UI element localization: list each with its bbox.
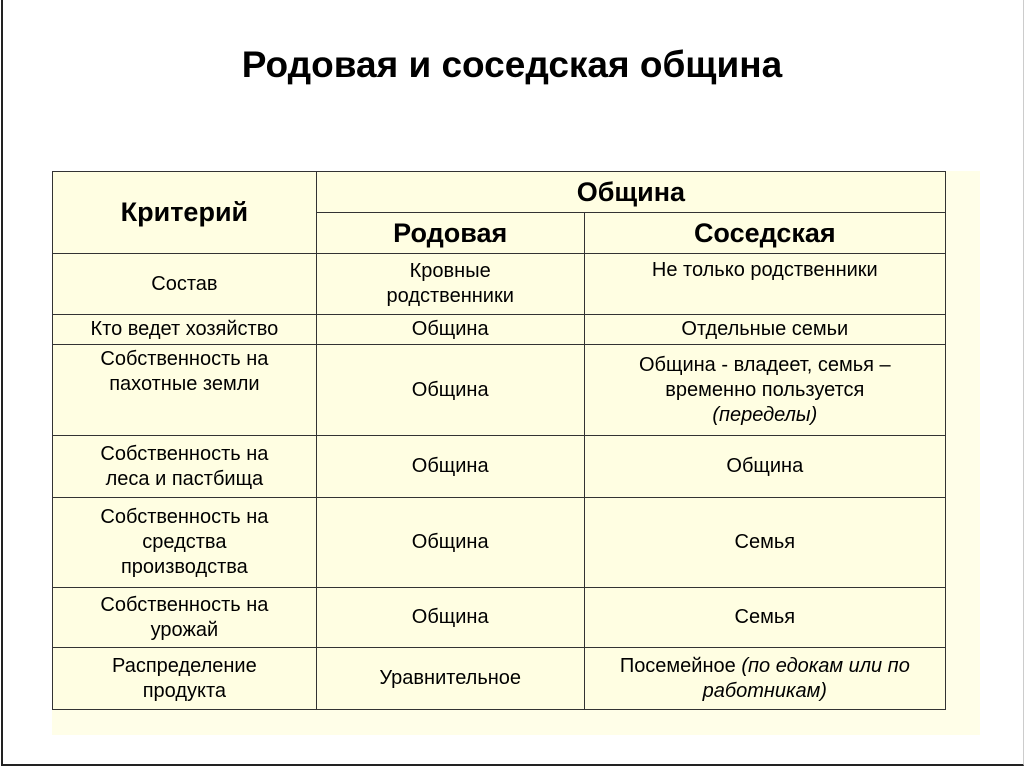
cell-neighbor-note: (по едокам или по работникам) xyxy=(702,654,910,702)
cell-neighbor: Не только родственники xyxy=(584,254,945,315)
cell-neighbor xyxy=(584,345,945,436)
cell-neighbor-text: Посемейное xyxy=(619,654,736,677)
table-row xyxy=(53,648,946,710)
table-row xyxy=(53,498,946,588)
cell-neighbor: Община xyxy=(584,436,945,498)
cell-clan: Община xyxy=(316,588,584,648)
cell-clan: Община xyxy=(316,315,584,345)
cell-neighbor: Отдельные семьи xyxy=(584,315,945,345)
cell-criterion: Собственность на урожай xyxy=(53,588,317,648)
cell-neighbor-text: Община - владеет, семья – временно пользуется xyxy=(638,353,891,401)
cell-criterion: Собственность на леса и пастбища xyxy=(53,436,317,498)
table-row xyxy=(53,345,946,436)
cell-clan: Община xyxy=(316,498,584,588)
cell-neighbor: Семья xyxy=(584,498,945,588)
table-row xyxy=(53,315,946,345)
cell-neighbor xyxy=(584,648,945,710)
cell-neighbor-note: (переделы) xyxy=(712,403,818,426)
header-community: Община xyxy=(316,172,945,213)
cell-clan: Уравнительное xyxy=(316,648,584,710)
cell-criterion: Кто ведет хозяйство xyxy=(53,315,317,345)
cell-clan: Община xyxy=(316,436,584,498)
cell-criterion: Собственность на средства производства xyxy=(53,498,317,588)
table-row xyxy=(53,436,946,498)
table-row xyxy=(53,254,946,315)
slide-title: Родовая и соседская община xyxy=(241,44,783,85)
cell-clan: Кровные родственники xyxy=(316,254,584,315)
table-row xyxy=(53,588,946,648)
cell-clan: Община xyxy=(316,345,584,436)
cell-criterion: Состав xyxy=(53,254,317,315)
cell-criterion: Собственность на пахотные земли xyxy=(53,345,317,436)
header-neighbor: Соседская xyxy=(584,213,945,254)
header-clan: Родовая xyxy=(316,213,584,254)
cell-neighbor: Семья xyxy=(584,588,945,648)
header-criterion: Критерий xyxy=(53,172,317,254)
cell-criterion: Распределение продукта xyxy=(53,648,317,710)
comparison-table xyxy=(52,171,946,710)
